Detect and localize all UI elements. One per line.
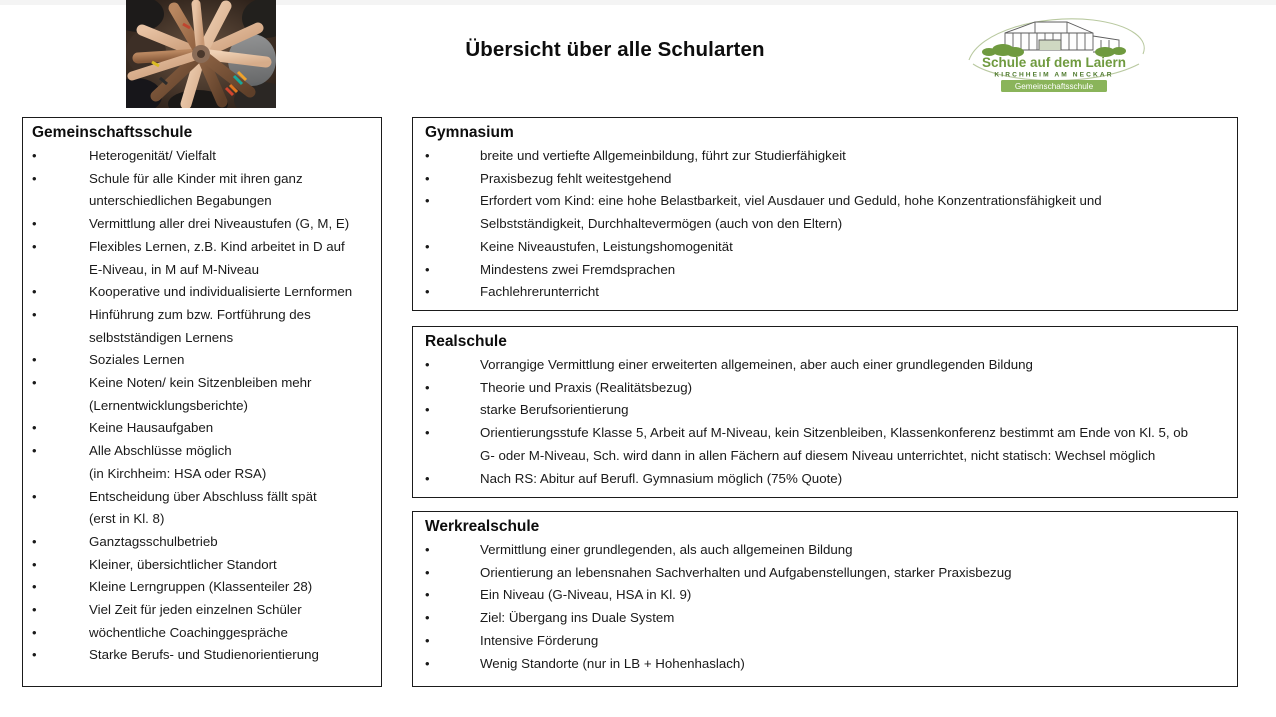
bullet-text: Viel Zeit für jeden einzelnen Schüler <box>89 602 302 618</box>
bullet-dot-icon: • <box>32 306 37 322</box>
bullet-dot-icon: • <box>425 632 430 648</box>
bullet-text-continuation: (in Kirchheim: HSA oder RSA) <box>89 465 267 481</box>
bullet-text-continuation: E-Niveau, in M auf M-Niveau <box>89 261 259 277</box>
bullet-dot-icon: • <box>32 284 37 300</box>
bullet-item <box>425 422 1237 467</box>
bullet-text-continuation: selbstständigen Lernens <box>89 329 234 345</box>
bullet-text: wöchentliche Coachinggespräche <box>89 624 288 640</box>
bullet-item <box>425 539 1237 562</box>
bullet-dot-icon: • <box>425 238 430 254</box>
bullet-dot-icon: • <box>425 284 430 300</box>
box-gymnasium <box>412 117 1238 311</box>
bullet-dot-icon: • <box>425 655 430 671</box>
bullet-text: Praxisbezug fehlt weitestgehend <box>480 170 672 186</box>
box-realschule <box>412 326 1238 498</box>
bullet-item <box>32 554 381 577</box>
bullet-dot-icon: • <box>32 352 37 368</box>
bullet-dot-icon: • <box>425 564 430 580</box>
bullet-item <box>32 168 381 213</box>
bullet-dot-icon: • <box>425 425 430 441</box>
bullet-text: Nach RS: Abitur auf Berufl. Gymnasium möglich (75% Quote) <box>480 470 843 486</box>
bullet-text: Flexibles Lernen, z.B. Kind arbeitet in D auf <box>89 238 345 254</box>
bullet-item <box>425 190 1237 235</box>
bullet-dot-icon: • <box>425 170 430 186</box>
bullet-item <box>32 213 381 236</box>
bullet-dot-icon: • <box>32 238 37 254</box>
bullet-dot-icon: • <box>425 587 430 603</box>
bullet-text: Vermittlung einer grundlegenden, als auch allgemeinen Bildung <box>480 542 853 557</box>
bullet-dot-icon: • <box>425 470 430 486</box>
bullet-item <box>32 644 381 667</box>
box-werkrealschule <box>412 511 1238 687</box>
bullet-item <box>425 236 1237 259</box>
bullet-text: Entscheidung über Abschluss fällt spät <box>89 488 317 504</box>
bullet-item <box>425 259 1237 282</box>
bullet-item <box>32 622 381 645</box>
bullet-item <box>32 281 381 304</box>
bullet-item <box>32 145 381 168</box>
bullet-text: Intensive Förderung <box>480 632 599 648</box>
bullet-dot-icon: • <box>32 533 37 549</box>
bullet-text: Soziales Lernen <box>89 352 185 368</box>
box-title-realschule: Realschule <box>425 333 507 350</box>
bullet-text: Starke Berufs- und Studienorientierung <box>89 647 319 663</box>
bullet-text: Ein Niveau (G-Niveau, HSA in Kl. 9) <box>480 587 692 603</box>
bullet-item <box>425 468 1237 491</box>
bullet-dot-icon: • <box>32 556 37 572</box>
bullet-dot-icon: • <box>425 379 430 395</box>
bullet-item <box>425 399 1237 422</box>
bullet-text: Theorie und Praxis (Realitätsbezug) <box>480 379 693 395</box>
bullet-item <box>32 372 381 417</box>
bullet-dot-icon: • <box>32 488 37 504</box>
bullet-dot-icon: • <box>425 402 430 418</box>
bullet-text: Kooperative und individualisierte Lernformen <box>89 284 353 300</box>
bullet-text-continuation: Selbstständigkeit, Durchhaltevermögen (auch von den Eltern) <box>480 216 843 232</box>
bullet-dot-icon: • <box>32 624 37 640</box>
logo-school-name: Schule auf dem Laiern <box>981 55 1127 70</box>
bullet-list-werkrealschule <box>413 539 1237 675</box>
bullet-dot-icon: • <box>32 148 37 163</box>
bullet-dot-icon: • <box>425 357 430 372</box>
bullet-text: Keine Niveaustufen, Leistungshomogenität <box>480 238 733 254</box>
bullet-dot-icon: • <box>32 647 37 663</box>
bullet-dot-icon: • <box>32 170 37 186</box>
bullet-item <box>425 281 1237 304</box>
bullet-dot-icon: • <box>425 148 430 163</box>
bullet-item <box>425 584 1237 607</box>
bullet-item <box>32 236 381 281</box>
bullet-item <box>425 653 1237 676</box>
bullet-text: Kleine Lerngruppen (Klassenteiler 28) <box>89 579 313 595</box>
bullet-item <box>32 576 381 599</box>
bullet-dot-icon: • <box>32 375 37 391</box>
bullet-list-realschule <box>413 354 1237 490</box>
bullet-dot-icon: • <box>32 216 37 232</box>
bullet-text: breite und vertiefte Allgemeinbildung, führt zur Studierfähigkeit <box>480 148 846 163</box>
bullet-text-continuation: (Lernentwicklungsberichte) <box>89 397 248 413</box>
bullet-text: Alle Abschlüsse möglich <box>89 443 232 459</box>
bullet-text: Erfordert vom Kind: eine hohe Belastbarkeit, viel Ausdauer und Geduld, hohe Konzentrationsfähigkeit und <box>480 193 1102 209</box>
bullet-item <box>32 417 381 440</box>
bullet-text: Wenig Standorte (nur in LB + Hohenhaslach) <box>480 655 745 671</box>
bullet-text: Ziel: Übergang ins Duale System <box>480 610 675 626</box>
bullet-dot-icon: • <box>32 579 37 595</box>
bullet-item <box>32 599 381 622</box>
bullet-dot-icon: • <box>425 542 430 557</box>
hands-circle-photo <box>126 0 276 108</box>
bullet-item <box>32 531 381 554</box>
bullet-item <box>425 630 1237 653</box>
bullet-text: Heterogenität/ Vielfalt <box>89 148 216 163</box>
logo-badge-label: Gemeinschaftsschule <box>1014 82 1094 91</box>
bullet-text: Vermittlung aller drei Niveaustufen (G, M, E) <box>89 216 350 232</box>
bullet-item <box>32 486 381 531</box>
box-gemeinschaftsschule <box>22 117 382 687</box>
bullet-text: Fachlehrerunterricht <box>480 284 599 300</box>
bullet-dot-icon: • <box>32 420 37 436</box>
bullet-text: Keine Noten/ kein Sitzenbleiben mehr <box>89 375 312 391</box>
bullet-item <box>32 304 381 349</box>
bullet-text: Hinführung zum bzw. Fortführung des <box>89 306 311 322</box>
bullet-item <box>425 145 1237 168</box>
bullet-item <box>425 562 1237 585</box>
bullet-dot-icon: • <box>32 602 37 618</box>
bullet-text: Kleiner, übersichtlicher Standort <box>89 556 277 572</box>
bullet-text: starke Berufsorientierung <box>480 402 629 418</box>
box-title-werkrealschule: Werkrealschule <box>425 518 540 535</box>
bullet-text: Orientierung an lebensnahen Sachverhalten und Aufgabenstellungen, starker Praxisbezug <box>480 564 1012 580</box>
bullet-text: Keine Hausaufgaben <box>89 420 214 436</box>
logo-location: KIRCHHEIM AM NECKAR <box>994 71 1114 79</box>
bullet-item <box>425 168 1237 191</box>
bullet-item <box>425 607 1237 630</box>
bullet-text: Mindestens zwei Fremdsprachen <box>480 261 676 277</box>
bullet-dot-icon: • <box>425 610 430 626</box>
bullet-text-continuation: (erst in Kl. 8) <box>89 511 165 527</box>
bullet-item <box>425 377 1237 400</box>
bullet-list-gymnasium <box>413 145 1237 304</box>
box-title-gymnasium: Gymnasium <box>425 124 514 141</box>
bullet-text: Orientierungsstufe Klasse 5, Arbeit auf M-Niveau, kein Sitzenbleiben, Klassenkonferenz bestimmt am Ende von Kl. 5, ob <box>480 425 1189 441</box>
bullet-dot-icon: • <box>425 261 430 277</box>
bullet-item <box>425 354 1237 377</box>
page-title: Übersicht über alle Schularten <box>465 38 765 61</box>
bullet-list-gemeinschaftsschule <box>23 145 381 667</box>
bullet-dot-icon: • <box>425 193 430 209</box>
bullet-text-continuation: G- oder M-Niveau, Sch. wird dann in allen Fächern auf diesem Niveau unterrichtet, nicht statisch: Wechsel möglich <box>480 447 1156 463</box>
bullet-text: Schule für alle Kinder mit ihren ganz <box>89 170 303 186</box>
bullet-dot-icon: • <box>32 443 37 459</box>
bullet-text-continuation: unterschiedlichen Begabungen <box>89 193 272 209</box>
bullet-item <box>32 440 381 485</box>
school-logo <box>943 0 1165 96</box>
box-title-gemeinschaftsschule: Gemeinschaftsschule <box>32 124 193 141</box>
bullet-item <box>32 349 381 372</box>
bullet-text: Vorrangige Vermittlung einer erweiterten allgemeinen, aber auch einer grundlegenden Bildung <box>480 357 1033 372</box>
bullet-text: Ganztagsschulbetrieb <box>89 533 218 549</box>
